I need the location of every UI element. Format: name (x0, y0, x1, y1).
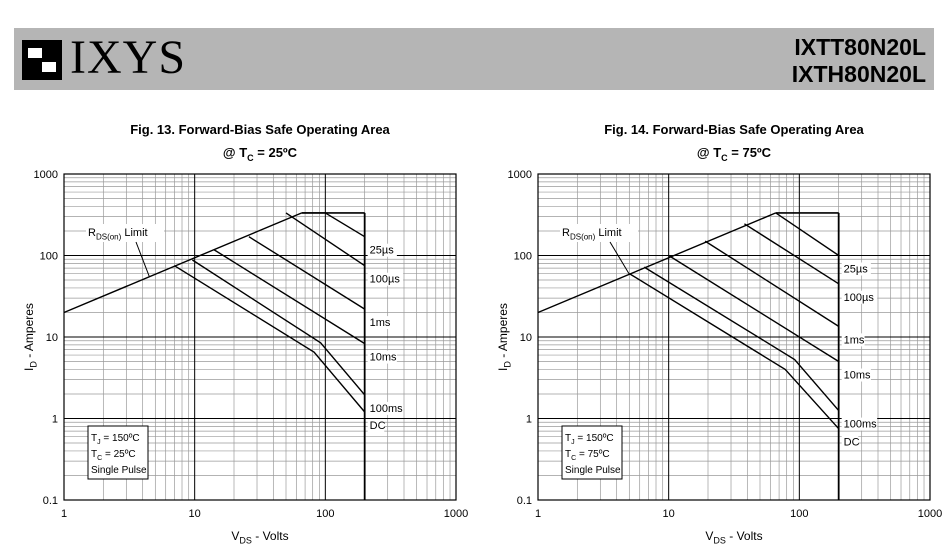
part-number-1: IXTT80N20L (794, 34, 926, 60)
series-label: 100µs (843, 291, 874, 304)
series-label: 100µs (369, 273, 400, 286)
series-label: 100ms (369, 402, 403, 415)
x-tick-label: 100 (790, 508, 809, 520)
y-tick-label: 10 (45, 332, 58, 344)
y-tick-label: 0.1 (42, 495, 58, 507)
y-tick-label: 100 (513, 250, 532, 263)
x-tick-label: 1000 (443, 508, 469, 520)
part-number-2: IXTH80N20L (791, 61, 926, 87)
y-tick-label: 100 (39, 250, 58, 263)
y-tick-label: 1 (525, 413, 532, 426)
logo-text: IXYS (70, 31, 187, 84)
series-line-100ms (644, 267, 839, 411)
series-label: 25µs (369, 244, 394, 257)
x-tick-label: 1000 (917, 508, 943, 520)
series-label: DC (843, 436, 860, 449)
series-label: 25µs (843, 263, 868, 276)
fig13-y-axis-label: $I_D$ - Amperes (22, 303, 39, 371)
series-label: 10ms (843, 369, 871, 382)
x-tick-label: 1 (60, 508, 68, 520)
series-label: 1ms (843, 334, 865, 347)
chart-fig13-svg (0, 120, 474, 560)
y-tick-label: 0.1 (516, 495, 532, 507)
x-tick-label: 1 (534, 508, 542, 520)
y-tick-label: 10 (519, 332, 532, 344)
y-tick-label: 1000 (507, 169, 532, 181)
fig14-series-labels (842, 263, 878, 449)
condition-text: $T_J$ = 150ºC (91, 433, 140, 446)
rds-leader-line (610, 242, 629, 274)
series-label: 100ms (843, 418, 877, 431)
fig14-title: Fig. 14. Forward-Bias Safe Operating Area (604, 122, 864, 137)
x-tick-label: 100 (316, 508, 335, 520)
fig14-subtitle: @ $T_C$ = 75ºC (696, 145, 772, 163)
chart-fig14 (474, 120, 948, 560)
rds-limit-label: $R_{DS(on)}$ Limit (88, 227, 148, 242)
chart-fig14-svg (474, 120, 948, 560)
condition-text: Single Pulse (565, 465, 621, 476)
y-tick-label: 1000 (33, 169, 58, 181)
series-line-1ms (705, 241, 839, 326)
chart-fig13 (0, 120, 474, 560)
condition-text: $T_J$ = 150ºC (565, 433, 614, 446)
rds-limit-label: $R_{DS(on)}$ Limit (562, 227, 622, 242)
condition-text: $T_C$ = 25ºC (91, 449, 136, 462)
series-label: 10ms (369, 351, 397, 364)
series-label: 1ms (369, 317, 391, 330)
fig14-x-axis-label: $V_{DS}$ - Volts (705, 529, 763, 546)
series-label: DC (369, 420, 386, 433)
condition-text: Single Pulse (91, 465, 147, 476)
x-tick-label: 10 (662, 508, 675, 520)
y-tick-label: 1 (51, 413, 58, 426)
fig13-subtitle: @ $T_C$ = 25ºC (222, 145, 298, 163)
fig14-y-axis-label: $I_D$ - Amperes (496, 303, 513, 371)
condition-text: $T_C$ = 75ºC (565, 449, 610, 462)
fig13-title: Fig. 13. Forward-Bias Safe Operating Area (130, 122, 390, 137)
fig13-x-axis-label: $V_{DS}$ - Volts (231, 529, 289, 546)
x-tick-label: 10 (188, 508, 201, 520)
fig13-series-labels (368, 244, 404, 432)
ixys-logo-icon (22, 40, 62, 80)
